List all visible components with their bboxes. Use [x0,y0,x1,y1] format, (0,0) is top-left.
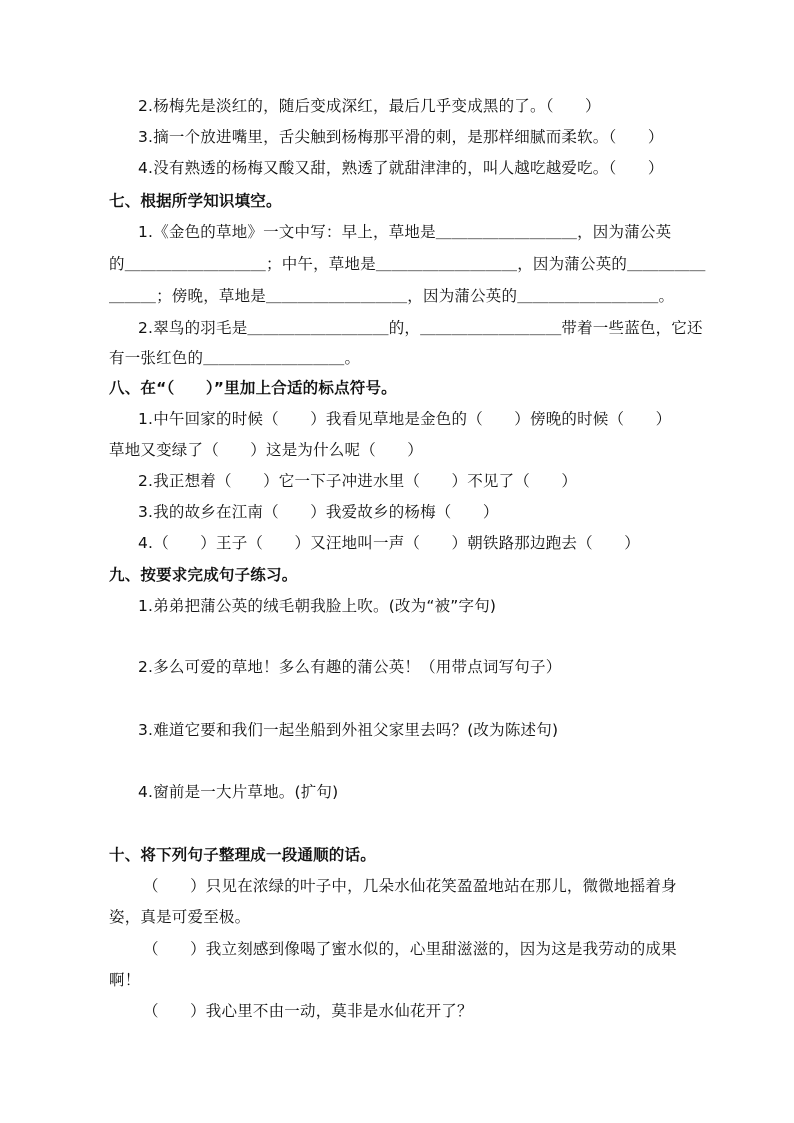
question-10-sentence-2-line-2: 啊！ [109,971,141,989]
question-8-item-1-line-2: 草地又变绿了（ ）这是为什么呢（ ） [109,441,424,459]
section-8-heading: 八、在“（ ）”里加上合适的标点符号。 [109,379,397,397]
question-8-item-4: 4.（ ）王子（ ）又汪地叫一声（ ）朝铁路那边跑去（ ） [138,534,640,552]
question-8-item-1-line-1: 1.中午回家的时候（ ）我看见草地是金色的（ ）傍晚的时候（ ） [138,410,672,428]
question-9-item-4: 4.窗前是一大片草地。(扩句) [138,783,339,801]
question-10-sentence-1-line-1: （ ）只见在浓绿的叶子中，几朵水仙花笑盈盈地站在那儿，微微地摇着身 [143,877,677,895]
section-7-heading: 七、根据所学知识填空。 [109,192,282,210]
question-7-item-1-line-3: ＿＿＿；傍晚，草地是＿＿＿＿＿＿＿＿＿，因为蒲公英的＿＿＿＿＿＿＿＿＿。 [109,287,675,305]
question-8-item-3: 3.我的故乡在江南（ ）我爱故乡的杨梅（ ） [138,503,499,521]
question-7-item-2-line-2: 有一张红色的＿＿＿＿＿＿＿＿＿。 [109,349,361,367]
question-10-sentence-3: （ ）我心里不由一动，莫非是水仙花开了？ [143,1002,473,1020]
question-6-item-4: 4.没有熟透的杨梅又酸又甜，熟透了就甜津津的，叫人越吃越爱吃。（ ） [138,159,664,177]
question-7-item-2-line-1: 2.翠鸟的羽毛是＿＿＿＿＿＿＿＿＿的，＿＿＿＿＿＿＿＿＿带着一些蓝色，它还 [138,319,703,337]
question-10-sentence-1-line-2: 姿，真是可爱至极。 [109,908,251,926]
section-10-heading: 十、将下列句子整理成一段通顺的话。 [109,846,376,864]
question-8-item-2: 2.我正想着（ ）它一下子冲进水里（ ）不见了（ ） [138,472,578,490]
question-6-item-3: 3.摘一个放进嘴里，舌尖触到杨梅那平滑的刺，是那样细腻而柔软。（ ） [138,128,664,146]
question-9-item-2: 2.多么可爱的草地！多么有趣的蒲公英！（用带点词写句子） [138,658,562,676]
question-7-item-1-line-2: 的＿＿＿＿＿＿＿＿＿；中午，草地是＿＿＿＿＿＿＿＿＿，因为蒲公英的＿＿＿＿＿ [109,255,706,273]
question-10-sentence-2-line-1: （ ）我立刻感到像喝了蜜水似的，心里甜滋滋的，因为这是我劳动的成果 [143,940,677,958]
question-7-item-1-line-1: 1.《金色的草地》一文中写：早上，草地是＿＿＿＿＿＿＿＿＿，因为蒲公英 [138,223,672,241]
question-6-item-2: 2.杨梅先是淡红的，随后变成深红，最后几乎变成黑的了。（ ） [138,97,601,115]
question-9-item-1: 1.弟弟把蒲公英的绒毛朝我脸上吹。(改为“被”字句) [138,597,497,615]
section-9-heading: 九、按要求完成句子练习。 [109,566,298,584]
question-9-item-3: 3.难道它要和我们一起坐船到外祖父家里去吗？(改为陈述句) [138,721,559,739]
